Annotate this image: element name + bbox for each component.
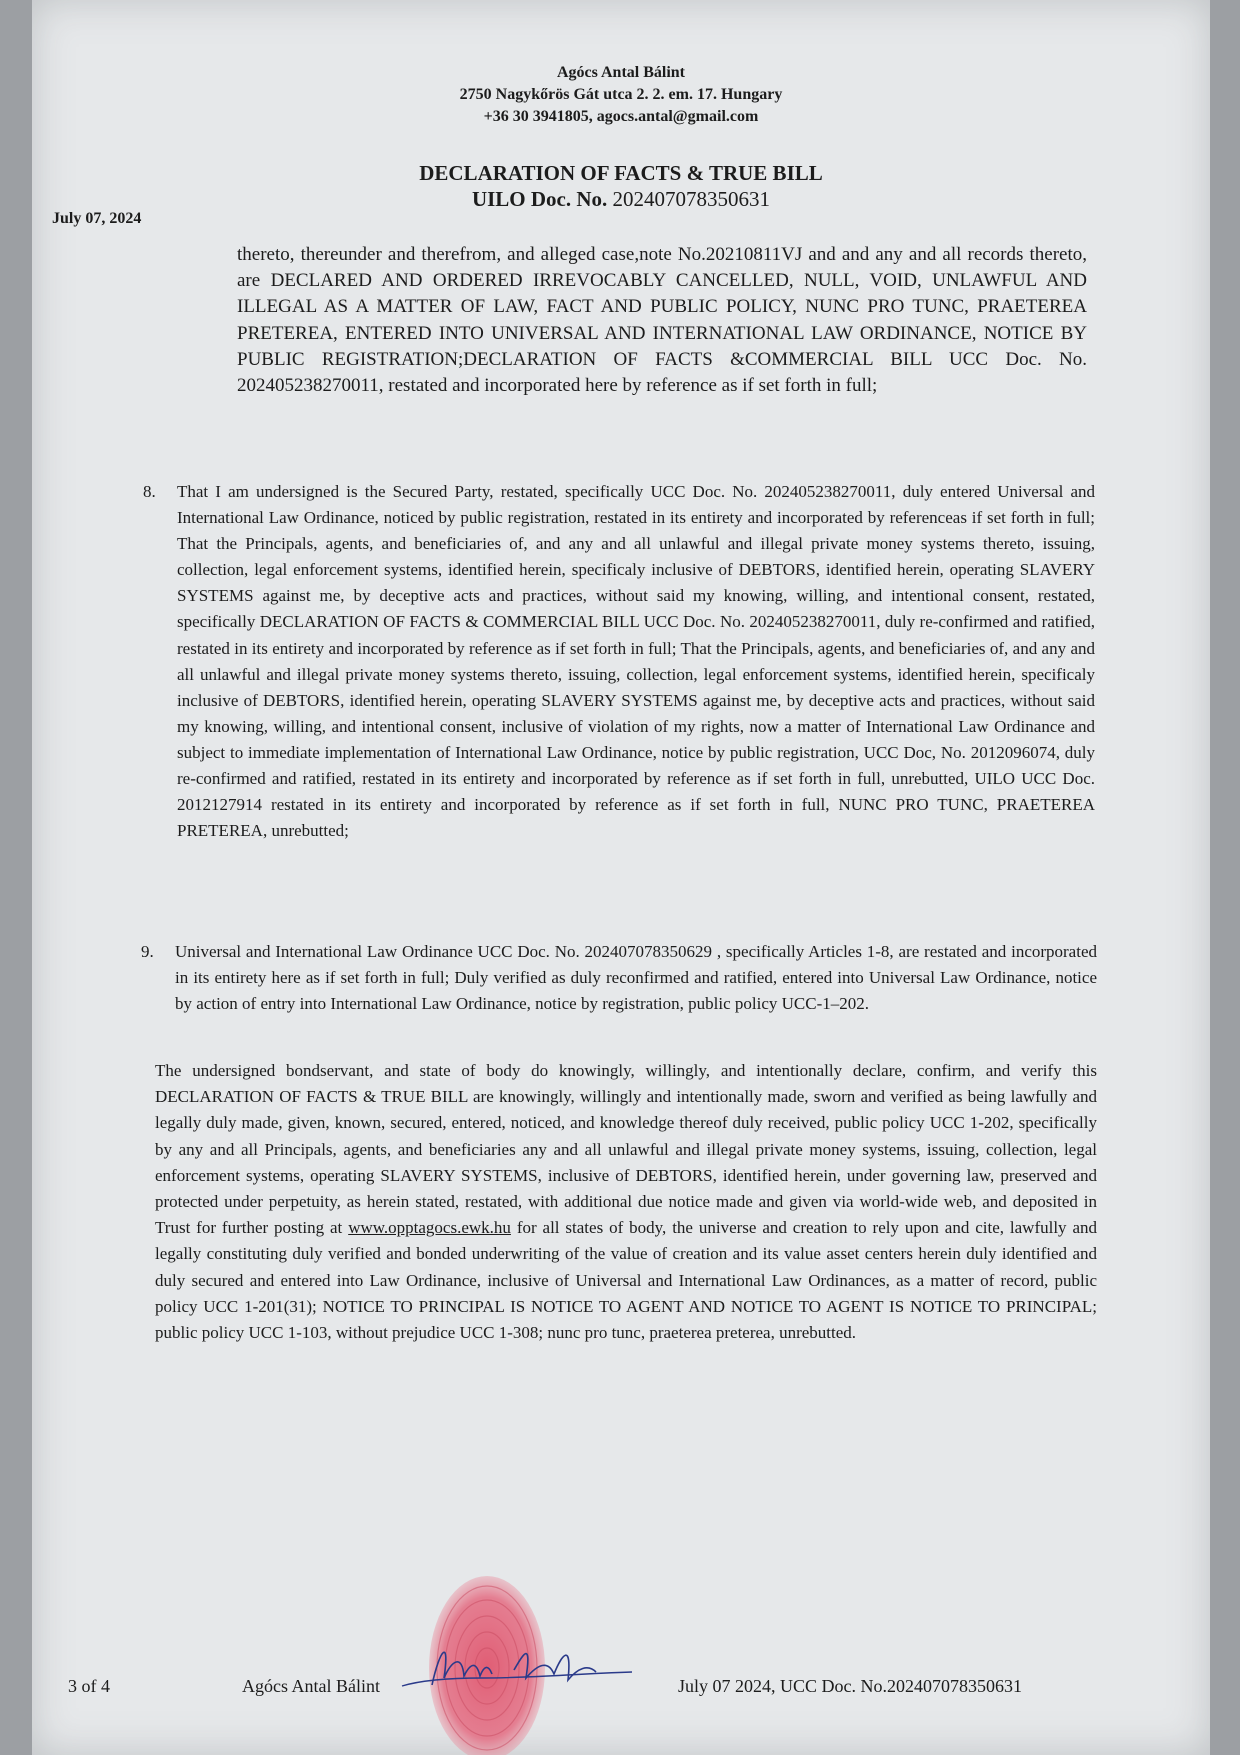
title-line: DECLARATION OF FACTS & TRUE BILL xyxy=(419,161,823,185)
item-number: 8. xyxy=(143,482,156,501)
continued-paragraph: thereto, thereunder and therefrom, and alleged case,note No.20210811VJ and and any and all records thereto, are DECLARED AND ORDERED IRREVOCABLY CANCELLED, NULL, VOID, UNLAWFUL AND ILLEGAL AS A MATTER OF LAW, FACT AND PUBLIC POLICY, NUNC PRO TUNC, PRAETEREA PRETEREA, ENTERED INTO UNIVERSAL AND INTERNATIONAL LAW ORDINANCE, NOTICE BY PUBLIC REGISTRATION;DECLARATION OF FACTS &COMMERCIAL BILL UCC Doc. No. 202405238270011, restated and incorporated here by reference as if set forth in full; xyxy=(237,244,1087,397)
sender-address: 2750 Nagykőrös Gát utca 2. 2. em. 17. Hungary xyxy=(459,86,783,103)
page-number: 3 of 4 xyxy=(68,1676,110,1696)
footer-date-doc: July 07 2024, UCC Doc. No.202407078350631 xyxy=(678,1676,1023,1696)
document-page xyxy=(32,0,1210,1755)
closing-text-continued: for all states of body, the universe and creation to rely upon and cite, lawfully and legally constituting duly verified and bonded underwriting of the value of creation and its value asset centers herein duly identified and duly secured and entered into Law Ordinance, inclusive of Universal and International Law Ordinances, as a matter of record, public policy UCC 1-201(31); NOTICE TO PRINCIPAL IS NOTICE TO AGENT AND NOTICE TO AGENT IS NOTICE TO PRINCIPAL; public policy UCC 1-103, without prejudice UCC 1-308; nunc pro tunc, praeterea preterea, unrebutted. xyxy=(155,1218,1097,1343)
letterhead xyxy=(32,62,1210,128)
website-link[interactable]: www.opptagocs.ewk.hu xyxy=(348,1218,511,1238)
document-title xyxy=(32,160,1210,212)
item-number: 9. xyxy=(141,942,154,961)
doc-label: UILO Doc. No. xyxy=(471,187,608,211)
sender-contact: +36 30 3941805, agocs.antal@gmail.com xyxy=(483,108,759,125)
closing-paragraph xyxy=(155,1058,1097,1346)
document-date: July 07, 2024 xyxy=(52,210,142,227)
item-8 xyxy=(143,479,1095,844)
doc-number-line xyxy=(32,186,1210,212)
item-text: Universal and International Law Ordinance UCC Doc. No. 202407078350629 , specifically Articles 1-8, are restated and incorporated in its entirety here as if set forth in full; Duly verified as duly reconfirmed and ratified, entered into Universal Law Ordinance, notice by action of entry into International Law Ordinance, notice by registration, public policy UCC-1–202. xyxy=(175,942,1097,1014)
item-9 xyxy=(141,939,1097,1017)
signer-name: Agócs Antal Bálint xyxy=(242,1676,380,1696)
signature-thumbprint xyxy=(392,1568,642,1755)
closing-text: The undersigned bondservant, and state of body do knowingly, willingly, and intentionally declare, confirm, and verify this DECLARATION OF FACTS & TRUE BILL are knowingly, willingly and intentionally made, sworn and verified as being lawfully and legally duly made, given, known, secured, entered, noticed, and knowledge thereof duly received, public policy UCC 1-202, specifically by any and all Principals, agents, and beneficiaries any and all unlawful and illegal private money systems, issuing, collection, legal enforcement systems, operating SLAVERY SYSTEMS, inclusive of DEBTORS, identified herein, under governing law, preserved and protected under perpetuity, as herein stated, restated, with additional due notice made and given via world-wide web, and deposited in Trust for further posting at xyxy=(155,1061,1097,1238)
item-text: That I am undersigned is the Secured Party, restated, specifically UCC Doc. No. 202405238270011, duly entered Universal and International Law Ordinance, noticed by public registration, restated in its entirety and incorporated by referenceas if set forth in full; That the Principals, agents, and beneficiaries of, and any and all unlawful and illegal private money systems thereto, issuing, collection, legal enforcement systems, identified herein, specificaly inclusive of DEBTORS, identified herein, operating SLAVERY SYSTEMS against me, by deceptive acts and practices, without said my knowing, willing, and intentional consent, restated, specifically DECLARATION OF FACTS & COMMERCIAL BILL UCC Doc. No. 202405238270011, duly re-confirmed and ratified, restated in its entirety and incorporated by reference as if set forth in full; That the Principals, agents, and beneficiaries of, and any and all unlawful and illegal private money systems thereto, issuing, collection, legal enforcement systems, identified herein, specificaly inclusive of DEBTORS, identified herein, operating SLAVERY SYSTEMS against me, by deceptive acts and practices, without said my knowing, willing, and intentional consent, inclusive of violation of my rights, now a matter of International Law Ordinance and subject to immediate implementation of International Law Ordinance, notice by public registration, UCC Doc, No. 2012096074, duly re-confirmed and ratified, restated in its entirety and incorporated by reference as if set forth in full, unrebutted, UILO UCC Doc. 2012127914 restated in its entirety and incorporated by reference as if set forth in full, NUNC PRO TUNC, PRAETEREA PRETEREA, unrebutted; xyxy=(177,482,1095,841)
sender-name: Agócs Antal Bálint xyxy=(556,64,685,81)
doc-number: 202407078350631 xyxy=(612,187,771,211)
